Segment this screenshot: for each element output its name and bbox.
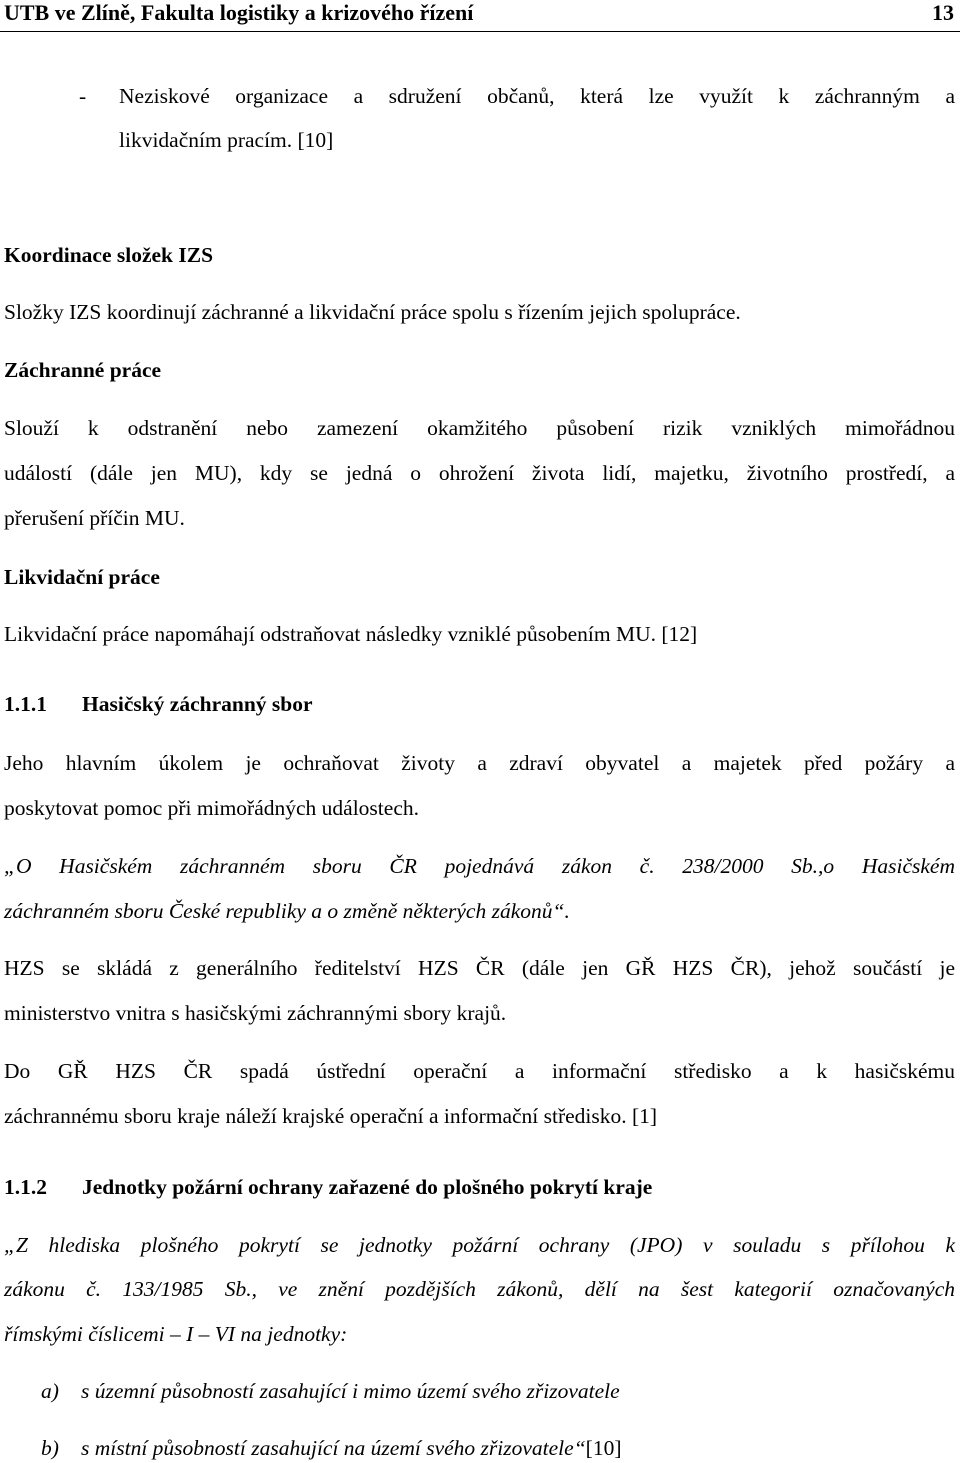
paragraph-hzs-line-1: Jeho hlavním úkolem je ochraňovat životy a zdraví obyvatel a majetek před požáry a [4,751,955,775]
paragraph-zachranne-line-2: událostí (dále jen MU), kdy se jedná o ohrožení života lidí, majetku, životního prostředí, a [4,461,955,485]
paragraph-operations-line-1: Do GŘ HZS ČR spadá ústřední operační a informační středisko a k hasičskému [4,1059,955,1083]
paragraph-zachranne-line-3: přerušení příčin MU. [4,506,185,530]
quote-coverage-line-2: zákonu č. 133/1985 Sb., ve znění pozdějších zákonů, dělí na šest kategorií označovaných [4,1277,955,1301]
paragraph-koordinace: Složky IZS koordinují záchranné a likvidační práce spolu s řízením jejich spolupráce. [4,300,741,324]
paragraph-zachranne-line-1: Slouží k odstranění nebo zamezení okamžitého působení rizik vzniklých mimořádnou [4,416,955,440]
section-heading-1-1-2 [4,1175,652,1200]
heading-zachranne-prace: Záchranné práce [4,358,162,382]
paragraph-structure-line-1: HZS se skládá z generálního ředitelství HZS ČR (dále jen GŘ HZS ČR), jehož součástí je [4,956,955,980]
heading-likvidacni-prace: Likvidační práce [4,565,160,589]
paragraph-hzs-line-2: poskytovat pomoc při mimořádných událostech. [4,796,419,820]
list-item-b [41,1436,621,1461]
quote-coverage-line-3: římskými číslicemi – I – VI na jednotky: [4,1322,348,1346]
quote-coverage-line-1: „Z hlediska plošného pokrytí se jednotky požární ochrany (JPO) v souladu s přílohou k [4,1233,955,1257]
section-title: Hasičský záchranný sbor [82,692,313,716]
running-header-title: UTB ve Zlíně, Fakulta logistiky a krizového řízení [4,0,474,25]
paragraph-likvidacni: Likvidační práce napomáhají odstraňovat následky vzniklé působením MU. [12] [4,622,698,646]
paragraph-structure-line-2: ministerstvo vnitra s hasičskými záchrannými sbory krajů. [4,1001,507,1025]
quote-law-line-1: „O Hasičském záchranném sboru ČR pojednává zákon č. 238/2000 Sb.,o Hasičském [4,854,955,878]
list-item-line-2: likvidačním pracím. [10] [119,128,334,152]
quote-law-line-2: záchranném sboru České republiky a o změně některých zákonů“. [4,899,570,923]
section-number: 1.1.1 [4,692,47,716]
page-number: 13 [932,0,954,25]
section-number: 1.1.2 [4,1175,47,1199]
list-item-b-marker: b) [41,1436,59,1460]
section-heading-1-1-1 [4,692,313,717]
citation: [10] [585,1436,622,1460]
list-bullet: - [79,84,87,108]
header-divider [0,31,960,32]
section-title: Jednotky požární ochrany zařazené do plošného pokrytí kraje [82,1175,653,1199]
list-item-line-1: Neziskové organizace a sdružení občanů, která lze využít k záchranným a [119,84,955,108]
list-item-a-marker: a) [41,1379,59,1403]
heading-koordinace: Koordinace složek IZS [4,243,214,267]
paragraph-operations-line-2: záchrannému sboru kraje náleží krajské operační a informační středisko. [1] [4,1104,658,1128]
list-item-b-text: s místní působností zasahující na území svého zřizovatele“ [81,1436,586,1460]
list-item-a-text: s územní působností zasahující i mimo území svého zřizovatele [81,1379,620,1403]
